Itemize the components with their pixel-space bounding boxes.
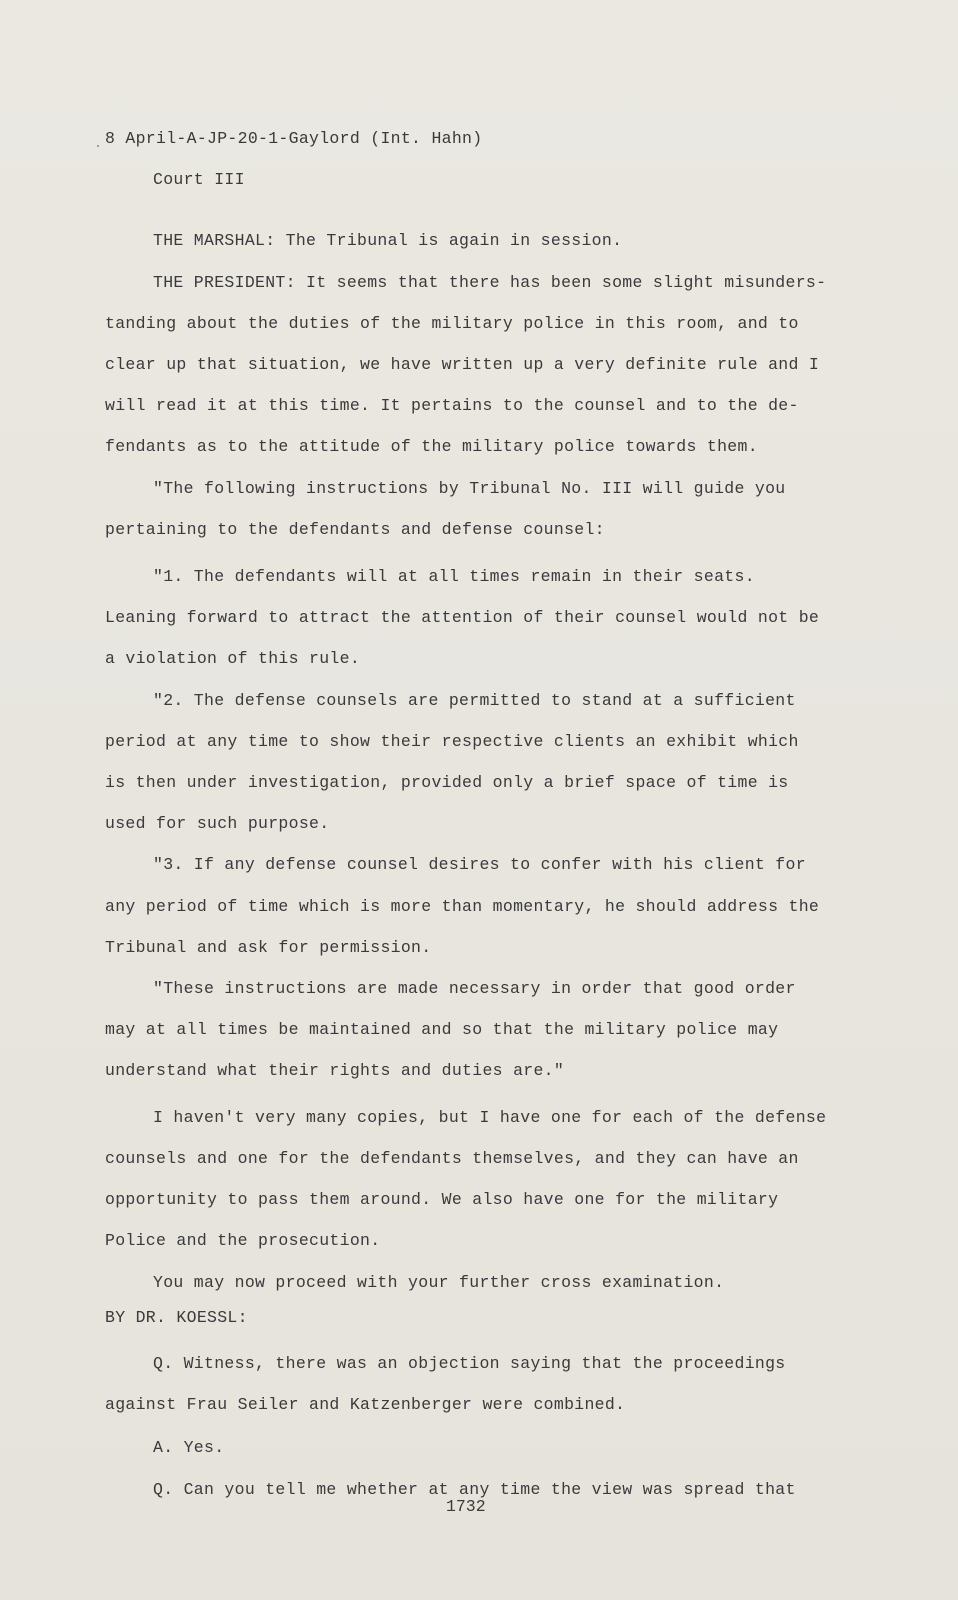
transcript-line: Tribunal and ask for permission. <box>105 938 432 957</box>
transcript-line: THE PRESIDENT: It seems that there has been some slight misunders- <box>153 273 827 292</box>
transcript-line: "These instructions are made necessary in order that good order <box>153 979 796 998</box>
transcript-line: Leaning forward to attract the attention of their counsel would not be <box>105 608 820 627</box>
transcript-line: I haven't very many copies, but I have one for each of the defense <box>153 1108 827 1127</box>
transcript-line: "1. The defendants will at all times remain in their seats. <box>153 567 755 586</box>
transcript-line: a violation of this rule. <box>105 649 361 668</box>
transcript-line: any period of time which is more than momentary, he should address the <box>105 897 820 916</box>
answer-line: A. Yes. <box>153 1438 225 1457</box>
transcript-line: "2. The defense counsels are permitted to stand at a sufficient <box>153 691 796 710</box>
transcript-line: pertaining to the defendants and defense counsel: <box>105 520 605 539</box>
transcript-line: against Frau Seiler and Katzenberger were combined. <box>105 1395 626 1414</box>
transcript-line: opportunity to pass them around. We also have one for the military <box>105 1190 779 1209</box>
page-number: 1732 <box>446 1497 486 1516</box>
transcript-line: will read it at this time. It pertains to the counsel and to the de- <box>105 396 799 415</box>
question-line: Q. Witness, there was an objection saying that the proceedings <box>153 1354 786 1373</box>
question-line: Q. Can you tell me whether at any time the view was spread that <box>153 1480 796 1499</box>
transcript-line: "The following instructions by Tribunal No. III will guide you <box>153 479 786 498</box>
transcript-line: understand what their rights and duties are." <box>105 1061 565 1080</box>
transcript-line: THE MARSHAL: The Tribunal is again in session. <box>153 231 623 250</box>
court-label: Court III <box>153 170 245 189</box>
margin-mark <box>97 145 99 147</box>
transcript-line: clear up that situation, we have written up a very definite rule and I <box>105 355 820 374</box>
transcript-line: "3. If any defense counsel desires to confer with his client for <box>153 855 806 874</box>
transcript-line: You may now proceed with your further cross examination. <box>153 1273 725 1292</box>
header-slug: 8 April-A-JP-20-1-Gaylord (Int. Hahn) <box>105 129 483 148</box>
transcript-line: may at all times be maintained and so that the military police may <box>105 1020 779 1039</box>
transcript-line: Police and the prosecution. <box>105 1231 381 1250</box>
transcript-line: period at any time to show their respective clients an exhibit which <box>105 732 799 751</box>
transcript-line: counsels and one for the defendants themselves, and they can have an <box>105 1149 799 1168</box>
examiner-heading: BY DR. KOESSL: <box>105 1308 248 1327</box>
transcript-line: fendants as to the attitude of the military police towards them. <box>105 437 758 456</box>
transcript-line: tanding about the duties of the military police in this room, and to <box>105 314 799 333</box>
transcript-line: is then under investigation, provided only a brief space of time is <box>105 773 789 792</box>
transcript-line: used for such purpose. <box>105 814 330 833</box>
